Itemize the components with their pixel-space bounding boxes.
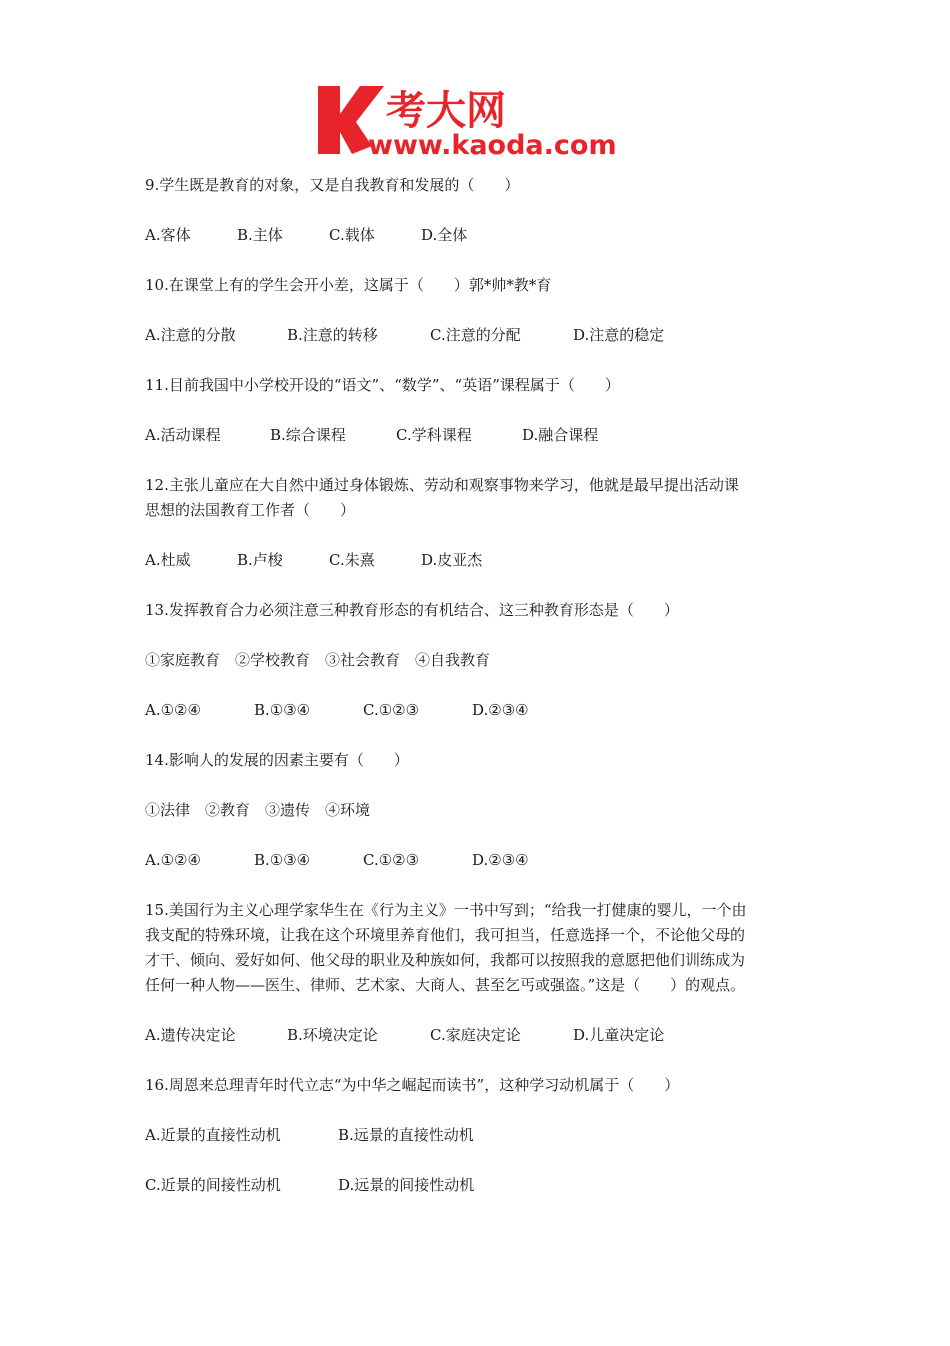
q9-options — [145, 223, 467, 248]
q13-items: ①家庭教育 ②学校教育 ③社会教育 ④自我教育 — [145, 651, 491, 669]
q12-options — [145, 548, 482, 573]
q15-options — [145, 1023, 664, 1048]
kaoda-logo-graphic — [316, 80, 646, 160]
q14-option-a: A.①②④ — [145, 851, 201, 869]
q14-items: ①法律 ②教育 ③遗传 ④环境 — [145, 801, 371, 819]
q12-option-d: D.皮亚杰 — [421, 551, 483, 569]
q11-option-d: D.融合课程 — [522, 426, 599, 444]
q9-option-c: C.载体 — [329, 226, 375, 244]
q14-option-c: C.①②③ — [363, 851, 420, 869]
q10-stem: 10.在课堂上有的学生会开小差，这属于（ ）郭*帅*教*育 — [145, 276, 552, 294]
q9-option-a: A.客体 — [145, 226, 191, 244]
q10-option-b: B.注意的转移 — [287, 326, 378, 344]
q15-stem-line-4: 任何一种人物——医生、律师、艺术家、大商人、甚至乞丐或强盗。”这是（ ）的观点。 — [145, 976, 746, 994]
q11-option-a: A.活动课程 — [145, 426, 221, 444]
q11-option-b: B.综合课程 — [270, 426, 346, 444]
q16-option-c: C.近景的间接性动机 — [145, 1176, 281, 1194]
q12-option-c: C.朱熹 — [329, 551, 375, 569]
q14-option-d: D.②③④ — [472, 851, 529, 869]
q13-options — [145, 698, 529, 723]
q15-option-b: B.环境决定论 — [287, 1026, 378, 1044]
q10-options — [145, 323, 664, 348]
q15-option-c: C.家庭决定论 — [430, 1026, 521, 1044]
q16-stem: 16.周恩来总理青年时代立志“为中华之崛起而读书”，这种学习动机属于（ ） — [145, 1076, 680, 1094]
q16-option-a: A.近景的直接性动机 — [145, 1126, 281, 1144]
q13-option-a: A.①②④ — [145, 701, 201, 719]
q15-option-d: D.儿童决定论 — [573, 1026, 665, 1044]
q10-option-d: D.注意的稳定 — [573, 326, 665, 344]
q9-option-d: D.全体 — [421, 226, 468, 244]
q15-stem-line-3: 才干、倾向、爱好如何、他父母的职业及种族如何，我都可以按照我的意愿把他们训练成为 — [145, 951, 746, 969]
q11-options — [145, 423, 598, 448]
q16-option-b: B.远景的直接性动机 — [338, 1126, 474, 1144]
q11-option-c: C.学科课程 — [396, 426, 472, 444]
q15-stem-line-2: 我支配的特殊环境，让我在这个环境里养育他们，我可担当，任意选择一个，不论他父母的 — [145, 926, 746, 944]
q10-option-a: A.注意的分散 — [145, 326, 236, 344]
q13-option-c: C.①②③ — [363, 701, 420, 719]
q12-option-a: A.杜威 — [145, 551, 191, 569]
q15-stem-line-1: 15.美国行为主义心理学家华生在《行为主义》一书中写到；“给我一打健康的婴儿，一个由 — [145, 901, 747, 919]
q14-stem: 14.影响人的发展的因素主要有（ ） — [145, 751, 409, 769]
q12-stem-line-2: 思想的法国教育工作者（ ） — [145, 501, 356, 519]
q13-option-b: B.①③④ — [254, 701, 311, 719]
q16-options-row-1 — [145, 1123, 474, 1148]
q13-option-d: D.②③④ — [472, 701, 529, 719]
q11-stem: 11.目前我国中小学校开设的“语文”、“数学”、“英语”课程属于（ ） — [145, 376, 620, 394]
logo-url-text: www.kaoda.com — [368, 130, 617, 160]
q13-stem: 13.发挥教育合力必须注意三种教育形态的有机结合、这三种教育形态是（ ） — [145, 601, 679, 619]
logo-brand-text: 考大网 — [386, 88, 506, 134]
q12-stem-line-1: 12.主张儿童应在大自然中通过身体锻炼、劳动和观察事物来学习，他就是最早提出活动课 — [145, 476, 739, 494]
q14-options — [145, 848, 529, 873]
q16-option-d: D.远景的间接性动机 — [338, 1176, 475, 1194]
q9-stem: 9.学生既是教育的对象，又是自我教育和发展的（ ） — [145, 176, 520, 194]
q16-options-row-2 — [145, 1173, 474, 1198]
q14-option-b: B.①③④ — [254, 851, 311, 869]
q10-option-c: C.注意的分配 — [430, 326, 521, 344]
q15-option-a: A.遗传决定论 — [145, 1026, 236, 1044]
q9-option-b: B.主体 — [237, 226, 283, 244]
q12-option-b: B.卢梭 — [237, 551, 283, 569]
kaoda-logo — [316, 80, 646, 160]
